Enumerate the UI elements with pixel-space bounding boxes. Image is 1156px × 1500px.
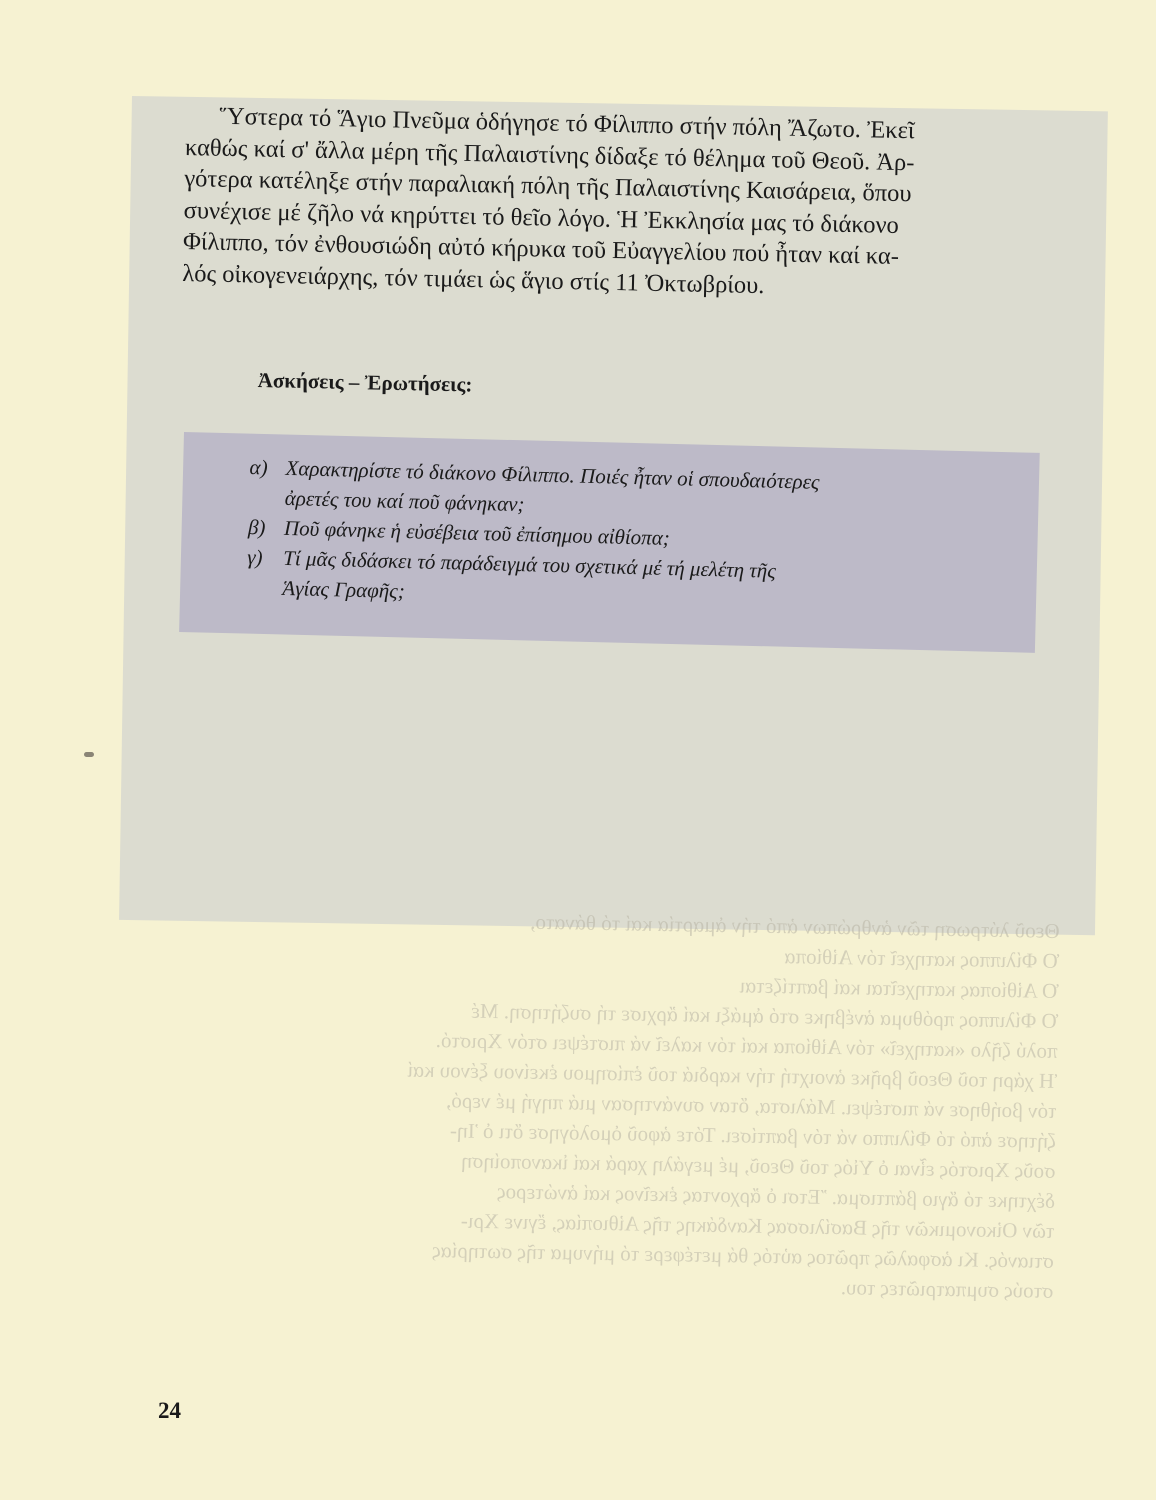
question-letter: β) (247, 514, 266, 540)
questions-list (246, 452, 990, 621)
question-text: Τί μᾶς διδάσκει τό παράδειγμά του σχετικά μέ τή μελέτη τῆς (282, 545, 777, 583)
bleed-through-text (143, 900, 1060, 1306)
paragraph-line: Φίλιππο, τόν ἐνθουσιώδη αὐτό κήρυκα τοῦ Εὐαγγελίου πού ἦταν καί κα- (182, 227, 900, 270)
main-paragraph (182, 100, 1056, 307)
question-letter: α) (249, 454, 268, 480)
question-letter: γ) (246, 544, 263, 570)
bleed-line: ζήτησε ἀπό τό Φίλιππο νά τόν βαπτίσει. Τότε ἀφοῦ ὁμολόγησε ὅτι ὁ Ἰη- (449, 1118, 1057, 1153)
bleed-line: σοῦς Χριστός εἶναι ὁ Υἱός τοῦ Θεοῦ, μέ μεγάλη χαρά καί ἱκανοποίηση (460, 1148, 1056, 1183)
question-text: Ποῦ φάνηκε ἡ εὐσέβεια τοῦ ἐπίσημου αἰθίοπα; (283, 515, 671, 551)
bleed-line: Ἡ χάρη τοῦ Θεοῦ βρῆκε ἀνοιχτή τήν καρδιά τοῦ ἐπίσημου ἐκείνου ξένου καί (407, 1057, 1058, 1093)
bleed-line: Ὁ Φίλιππος κατηχεῖ τόν Αἰθίοπα (784, 944, 1060, 973)
paragraph-line: Ὕστερα τό Ἅγιο Πνεῦμα ὁδήγησε τό Φίλιππο στήν πόλη Ἄζωτο. Ἐκεῖ (219, 102, 915, 145)
page-number: 24 (158, 1398, 181, 1423)
bleed-line: Θεοῦ λύτρωση τῶν ἀνθρώπων ἀπό τήν ἁμαρτία καί τό θάνατο, (530, 909, 1060, 943)
paragraph-line: καθώς καί σ' ἄλλα μέρη τῆς Παλαιστίνης δίδαξε τό θέλημα τοῦ Θεοῦ. Ἀρ- (184, 133, 915, 176)
paragraph-line: λός οἰκογενειάρχης, τόν τιμάει ὡς ἅγιο στίς 11 Ὀκτωβρίου. (182, 259, 765, 299)
bleed-line: δέχτηκε τό ἅγιο βάπτισμα. Ἔτσι ὁ ἄρχοντας ἐκεῖνος καί ἀνώτερος (497, 1179, 1056, 1213)
bleed-line: τόν βοήθησε νά πιστέψει. Μάλιστα, ὅταν συνάντησαν μιά πηγή μέ νερό, (445, 1088, 1057, 1123)
bleed-line: στούς συμπατριῶτες του. (840, 1275, 1054, 1303)
paragraph-line: συνέχισε μέ ζῆλο νά κηρύττει τό θεῖο λόγο. Ἡ Ἐκκλησία μας τό διάκονο (183, 196, 900, 239)
bleed-line: Ὁ Αἰθίοπας κατηχεῖται καί βαπτίζεται (739, 973, 1059, 1003)
exercises-heading: Ἀσκήσεις – Ἐρωτήσεις: (257, 368, 473, 397)
question-text: Χαρακτηρίστε τό διάκονο Φίλιππο. Ποιές ἦταν οἱ σπουδαιότερες (285, 455, 820, 494)
bleed-line: Ὁ Φίλιππος πρόθυμα ἀνέβηκε στό ἁμάξι καί ἄρχισε τή συζήτηση. Μέ (470, 998, 1059, 1033)
bleed-line: στιανός. Κι ἀσφαλῶς πρῶτος αὐτός θά μετέφερε τό μήνυμα τῆς σωτηρίας (432, 1238, 1055, 1273)
bleed-line: πολύ ζῆλο «κατηχεῖ» τόν Αἰθίοπα καί τόν καλεῖ νά πιστέψει στόν Χριστό. (435, 1028, 1058, 1063)
question-continuation: ἀρετές του καί ποῦ φάνηκαν; (284, 485, 525, 517)
question-continuation: Ἁγίας Γραφῆς; (282, 575, 406, 604)
bleed-line: τῶν Οἰκονομικῶν τῆς Βασίλισσας Κανδάκης τῆς Αἰθιοπίας, ἔγινε Χρι- (460, 1208, 1055, 1243)
paper-speck (84, 752, 94, 757)
paragraph-line: γότερα κατέληξε στήν παραλιακή πόλη τῆς Παλαιστίνης Καισάρεια, ὅπου (184, 164, 912, 208)
